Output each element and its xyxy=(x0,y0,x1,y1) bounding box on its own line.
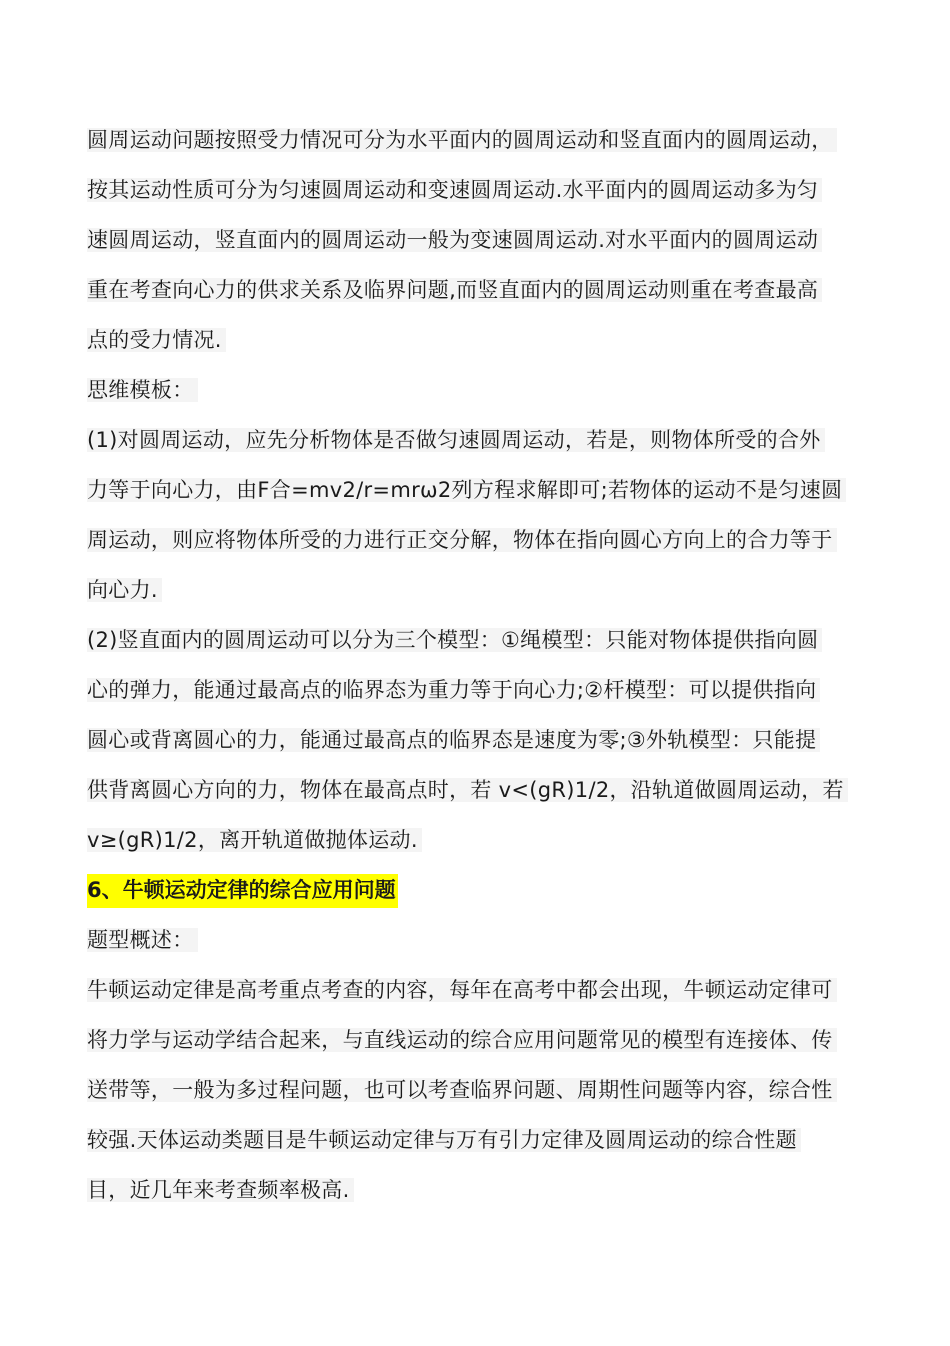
text-line: (1)对圆周运动，应先分析物体是否做匀速圆周运动，若是，则物体所受的合外 xyxy=(87,419,867,469)
text-line: 圆周运动问题按照受力情况可分为水平面内的圆周运动和竖直面内的圆周运动， xyxy=(87,119,867,169)
point-2-paragraph xyxy=(87,619,867,869)
intro-paragraph xyxy=(87,119,867,369)
text-line: 点的受力情况. xyxy=(87,319,867,369)
point-1-paragraph xyxy=(87,419,867,619)
text-line: 心的弹力，能通过最高点的临界态为重力等于向心力;②杆模型：可以提供指向 xyxy=(87,669,867,719)
text-line: 重在考查向心力的供求关系及临界问题,而竖直面内的圆周运动则重在考查最高 xyxy=(87,269,867,319)
text-line: 目，近几年来考查频率极高. xyxy=(87,1169,867,1219)
text-line: 送带等，一般为多过程问题，也可以考查临界问题、周期性问题等内容，综合性 xyxy=(87,1069,867,1119)
document-body xyxy=(87,119,867,1219)
section-heading: 6、牛顿运动定律的综合应用问题 xyxy=(87,869,867,919)
text-line: 速圆周运动，竖直面内的圆周运动一般为变速圆周运动.对水平面内的圆周运动 xyxy=(87,219,867,269)
template-label: 思维模板： xyxy=(87,369,867,419)
text-line: 供背离圆心方向的力，物体在最高点时，若 v<(gR)1/2，沿轨道做圆周运动，若 xyxy=(87,769,867,819)
text-line: 按其运动性质可分为匀速圆周运动和变速圆周运动.水平面内的圆周运动多为匀 xyxy=(87,169,867,219)
overview-paragraph xyxy=(87,969,867,1219)
overview-label: 题型概述： xyxy=(87,919,867,969)
text-line: v≥(gR)1/2，离开轨道做抛体运动. xyxy=(87,819,867,869)
text-line: 周运动，则应将物体所受的力进行正交分解，物体在指向圆心方向上的合力等于 xyxy=(87,519,867,569)
text-line: (2)竖直面内的圆周运动可以分为三个模型：①绳模型：只能对物体提供指向圆 xyxy=(87,619,867,669)
text-line: 向心力. xyxy=(87,569,867,619)
text-line: 将力学与运动学结合起来，与直线运动的综合应用问题常见的模型有连接体、传 xyxy=(87,1019,867,1069)
text-line: 较强.天体运动类题目是牛顿运动定律与万有引力定律及圆周运动的综合性题 xyxy=(87,1119,867,1169)
text-line: 圆心或背离圆心的力，能通过最高点的临界态是速度为零;③外轨模型：只能提 xyxy=(87,719,867,769)
text-line: 力等于向心力，由F合=mv2/r=mrω2列方程求解即可;若物体的运动不是匀速圆 xyxy=(87,469,867,519)
text-line: 牛顿运动定律是高考重点考查的内容，每年在高考中都会出现，牛顿运动定律可 xyxy=(87,969,867,1019)
